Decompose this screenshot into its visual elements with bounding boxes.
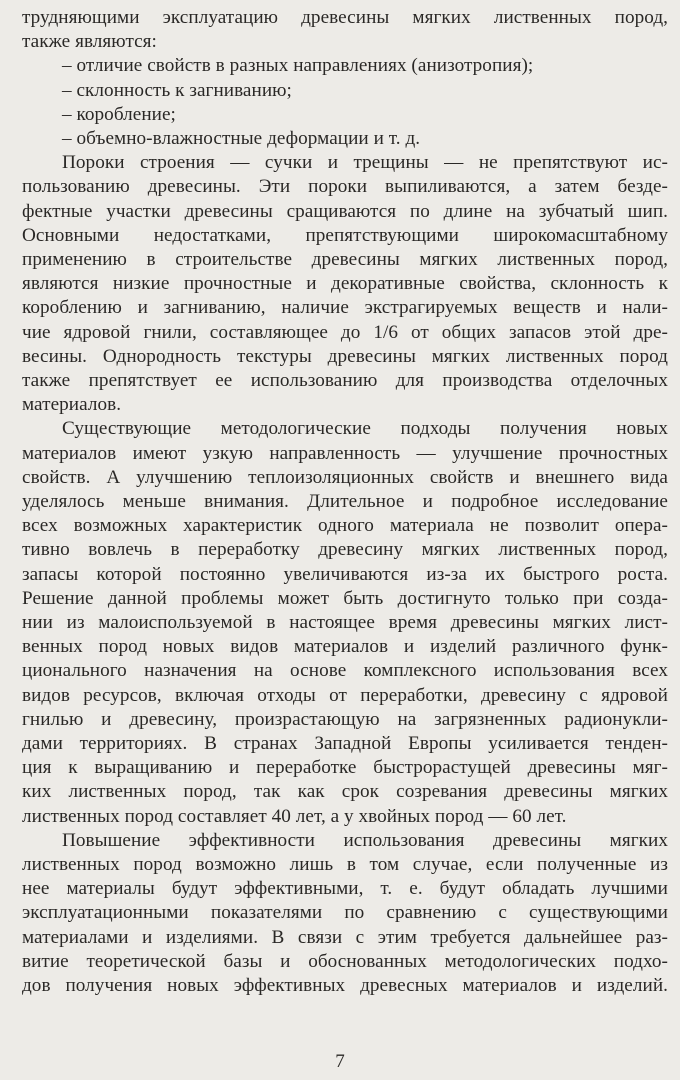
text-line: нее материалы будут эффективными, т. е. будут обладать лучшими xyxy=(22,878,668,900)
text-line: лиственных пород составляет 40 лет, а у хвойных пород — 60 лет. xyxy=(22,805,567,827)
text-line: ция к выращиванию и переработке быстрорастущей древесины мяг- xyxy=(22,757,668,779)
text-line: материалов. xyxy=(22,394,122,416)
text-line: ких лиственных пород, так как срок созревания древесины мягких xyxy=(22,781,668,803)
text-line: Решение данной проблемы может быть достигнуто только при созда- xyxy=(22,587,668,609)
text-line: свойств. А улучшению теплоизоляционных свойств и внешнего вида xyxy=(22,466,668,488)
text-line: нии из малоиспользуемой в настоящее время древесины мягких лист- xyxy=(22,612,668,633)
text-line: трудняющими эксплуатацию древесины мягких лиственных пород, xyxy=(22,7,668,28)
text-line: пользованию древесины. Эти пороки выпиливаются, а затем безде- xyxy=(22,176,668,198)
text-line: эксплуатационными показателями по сравнению с существующими xyxy=(22,902,668,924)
text-line: Пороки строения — сучки и трещины — не препятствуют ис- xyxy=(62,152,668,174)
text-line: венных пород новых видов материалов и изделий различного функ- xyxy=(22,636,668,658)
text-line: – коробление; xyxy=(62,103,176,125)
text-line: являются низкие прочностные и декоративные свойства, склонность к xyxy=(22,273,668,295)
text-line: видов ресурсов, включая отходы от переработки, древесину с ядровой xyxy=(22,684,668,706)
text-line: – объемно-влажностные деформации и т. д. xyxy=(62,128,421,149)
text-line: тивно вовлечь в переработку древесину мягких лиственных пород, xyxy=(22,539,668,561)
text-line: лиственных пород возможно лишь в том случае, если полученные из xyxy=(22,854,668,875)
text-line: Повышение эффективности использования древесины мягких xyxy=(62,829,668,851)
text-line: фектные участки древесины сращиваются по длине на зубчатый шип. xyxy=(22,200,668,222)
text-line: дами территориях. В странах Западной Европы усиливается тенден- xyxy=(22,733,668,754)
text-line: ционального назначения на основе комплексного использования всех xyxy=(22,660,668,682)
text-line: чие ядровой гнили, составляющее до 1/6 от общих запасов этой дре- xyxy=(22,321,668,343)
text-line: Существующие методологические подходы получения новых xyxy=(62,418,668,440)
text-line: также препятствует ее использованию для производства отделочных xyxy=(22,370,668,391)
text-line: также являются: xyxy=(22,31,157,53)
text-line: дов получения новых эффективных древесных материалов и изделий. xyxy=(22,975,668,996)
text-line: гнилью и древесину, произрастающую на загрязненных радионукли- xyxy=(22,708,668,730)
text-line: – отличие свойств в разных направлениях (анизотропия); xyxy=(62,55,534,77)
page-number: 7 xyxy=(335,1051,345,1072)
text-line: – склонность к загниванию; xyxy=(62,79,292,101)
text-line: всех возможных характеристик одного материала не позволит опера- xyxy=(22,515,668,537)
text-line: Основными недостатками, препятствующими широкомасштабному xyxy=(22,224,668,246)
text-line: короблению и загниванию, наличие экстрагируемых веществ и нали- xyxy=(22,297,668,319)
text-line: весины. Однородность текстуры древесины мягких лиственных пород xyxy=(22,345,668,367)
text-line: применению в строительстве древесины мягких лиственных пород, xyxy=(22,249,668,270)
text-line: материалов имеют узкую направленность — улучшение прочностных xyxy=(22,442,668,464)
text-line: запасы которой постоянно увеличиваются из-за их быстрого роста. xyxy=(22,563,668,585)
text-line: материалами и изделиями. В связи с этим требуется дальнейшее раз- xyxy=(22,926,668,948)
text-line: уделялось меньше внимания. Длительное и подробное исследование xyxy=(22,491,668,512)
text-line: витие теоретической базы и обоснованных методологических подхо- xyxy=(22,950,668,972)
